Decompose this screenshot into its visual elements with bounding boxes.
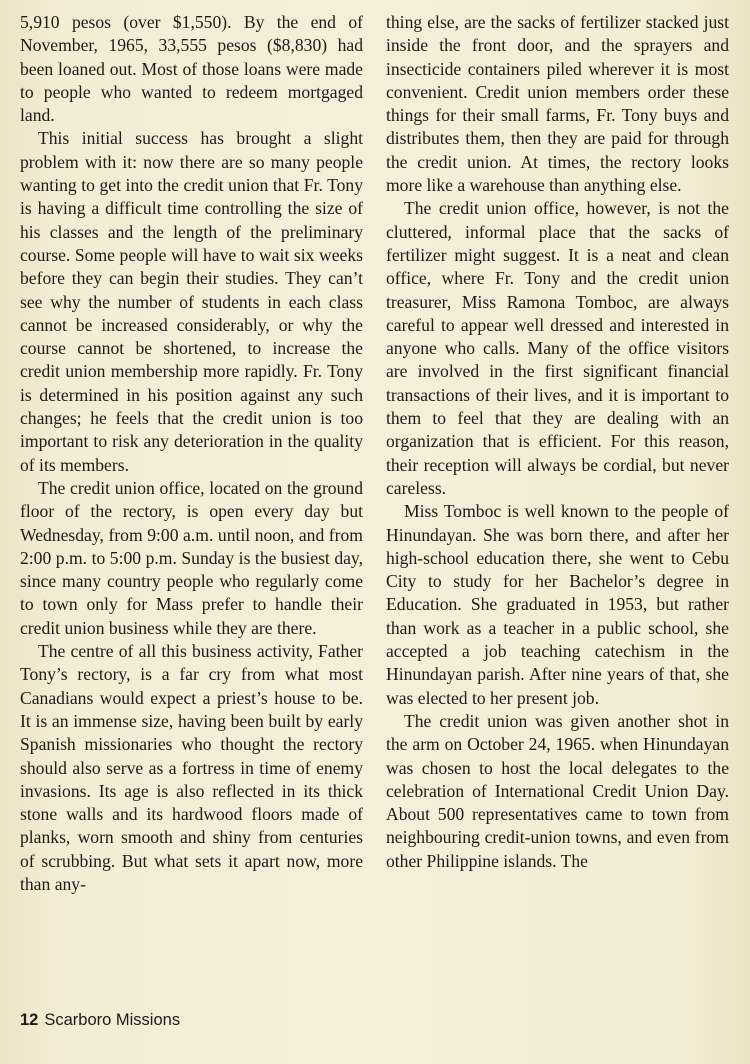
paragraph: The credit union was given another shot in the arm on October 24, 1965. when Hinundayan was chosen to host the local delegates to the celebration of International Credit Union Day. About 500 representatives came to town from neighbouring credit-union towns, and even from other Philippine islands. The (386, 710, 729, 871)
paragraph: The centre of all this business activity, Father Tony’s rectory, is a far cry from what most Canadians would expect a priest’s house to be. It is an immense size, having been built by early Spanish missionaries who thought the rectory should also serve as a fortress in time of enemy invasions. Its age is also reflected in its thick stone walls and its hardwood floors made of planks, worn smooth and shiny from centuries of scrubbing. But what sets it apart now, more than any- (20, 641, 363, 894)
paragraph: The credit union office, however, is not the cluttered, informal place that the sacks of fertilizer might suggest. It is a neat and clean office, where Fr. Tony and the credit union treasurer, Miss Ramona Tomboc, are always careful to appear well dressed and interested in anyone who calls. Many of the office visitors are involved in the first significant financial transactions of their lives, and it is important to them to feel that they are dealing with an organization that is efficient. For this reason, their reception will always be cordial, but never careless. (386, 198, 729, 498)
page-number: 12 (20, 1011, 39, 1029)
publication-name: Scarboro Missions (44, 1011, 181, 1029)
paragraph: thing else, are the sacks of fertilizer stacked just inside the front door, and the sprayers and insecticide containers piled wherever it is most convenient. Credit union members order these things for their small farms, Fr. Tony buys and distributes them, then they are paid for through the credit union. At times, the rectory looks more like a warehouse than anything else. (386, 12, 729, 196)
page-footer (20, 1011, 180, 1030)
paragraph: The credit union office, located on the ground floor of the rectory, is open every day but Wednesday, from 9:00 a.m. until noon, and from 2:00 p.m. to 5:00 p.m. Sunday is the busiest day, since many country people who regularly come to town only for Mass prefer to handle their credit union business while they are there. (20, 477, 363, 638)
paragraph: This initial success has brought a slight problem with it: now there are so many people wanting to get into the credit union that Fr. Tony is having a difficult time controlling the size of his classes and the length of the preliminary course. Some people will have to wait six weeks before they can begin their studies. They can’t see why the number of students in each class cannot be increased considerably, or why the course cannot be shortened, to increase the credit union membership more rapidly. Fr. Tony is determined in his position against any such changes; he feels that the credit union is too important to risk any deterioration in the quality of its members. (20, 128, 363, 475)
paragraph: 5,910 pesos (over $1,550). By the end of November, 1965, 33,555 pesos ($8,830) had been loaned out. Most of those loans were made to people who wanted to redeem mortgaged land. (20, 12, 363, 126)
left-text-column (20, 11, 363, 896)
paragraph: Miss Tomboc is well known to the people of Hinundayan. She was born there, and after her high-school education there, she went to Cebu City to study for her Bachelor’s degree in Education. She graduated in 1953, but rather than work as a teacher in a public school, she accepted a job teaching catechism in the Hinundayan parish. After nine years of that, she was elected to her present job. (386, 501, 729, 708)
right-text-column (386, 11, 729, 873)
